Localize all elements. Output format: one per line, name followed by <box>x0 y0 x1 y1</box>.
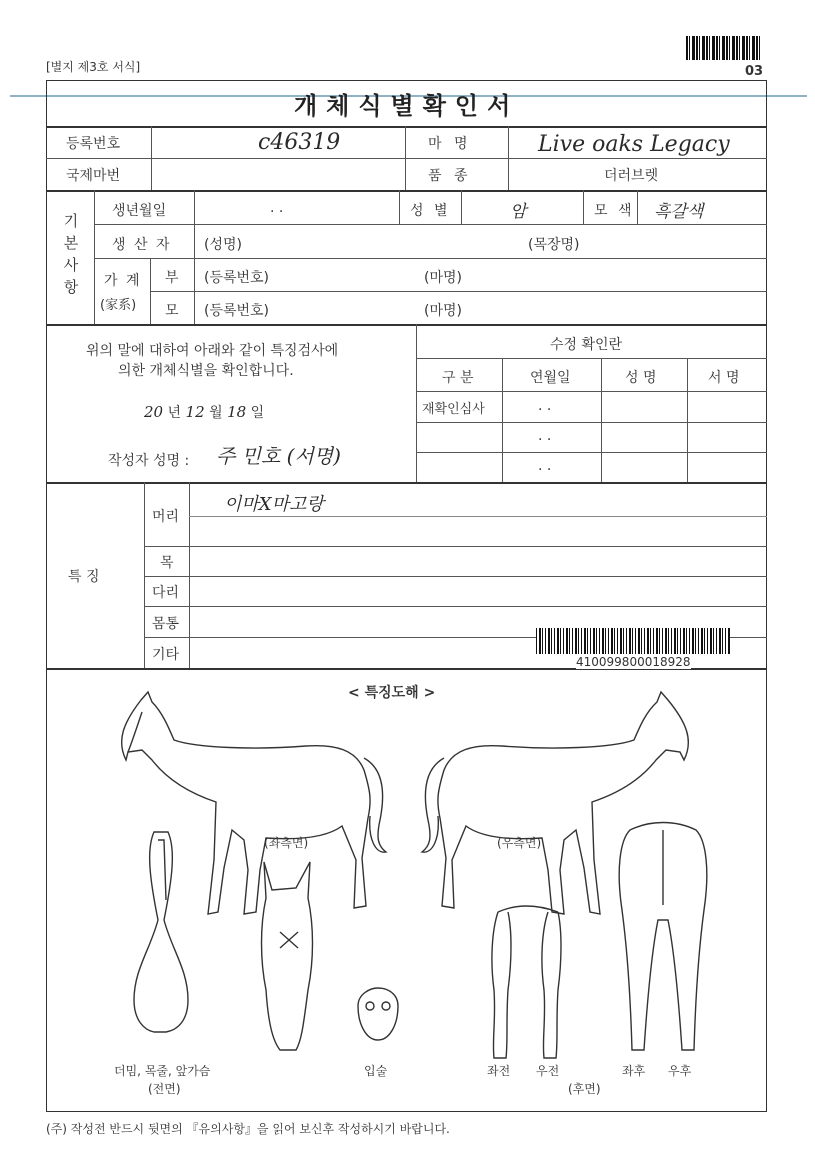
breed-value: 더러브렛 <box>604 168 659 184</box>
form-number: [별지 제3호 서식] <box>46 60 141 74</box>
left-side-label: (좌측면) <box>264 836 309 850</box>
feature-head-value: 이마X마고랑 <box>224 494 324 515</box>
horse-front-neck-figure <box>134 832 188 1032</box>
lineage-hanja: (家系) <box>100 298 137 313</box>
color-label: 모 색 <box>594 203 635 219</box>
sex-label: 성 별 <box>410 203 451 219</box>
date-month-label: 월 <box>209 405 223 421</box>
revision-row-3-date: . . <box>538 458 552 474</box>
muzzle-label: 입술 <box>364 1064 388 1078</box>
dam-reg-no-label: (등록번호) <box>204 303 270 319</box>
date-month: 12 <box>185 403 205 421</box>
horse-muzzle-figure <box>358 988 398 1040</box>
producer-label: 생 산 자 <box>112 237 172 253</box>
dam-name-label: (마명) <box>424 303 462 319</box>
diagram-title: < 특징도해 > <box>348 685 436 701</box>
birth-value: . . <box>270 200 284 216</box>
front-caption: 더밈, 목줄, 앞가슴 <box>114 1064 211 1078</box>
intl-no-label: 국제마번 <box>66 168 121 184</box>
horse-front-legs-figure <box>492 906 561 1058</box>
right-side-label: (우측면) <box>497 836 542 850</box>
revision-header-name: 성 명 <box>625 370 657 386</box>
feature-other-label: 기타 <box>152 647 180 663</box>
revision-header-type: 구 분 <box>442 370 474 386</box>
producer-name-label: (성명) <box>204 237 242 253</box>
horse-left-side-figure <box>122 692 386 914</box>
date-year-label: 년 <box>167 405 182 421</box>
reg-no-label: 등록번호 <box>66 136 121 152</box>
date-day: 18 <box>227 403 247 421</box>
rear-label: (후면) <box>568 1082 601 1096</box>
horse-rear-figure <box>619 823 707 1051</box>
revision-row-2-date: . . <box>538 428 552 444</box>
barcode-number: 410099800018928 <box>576 655 691 669</box>
revision-row-1-date: . . <box>538 398 552 414</box>
date-year: 20 <box>144 403 164 421</box>
birth-label: 생년월일 <box>112 203 167 219</box>
confirm-date <box>144 402 264 422</box>
horse-head-front-figure <box>262 862 313 1050</box>
breed-label: 품 종 <box>428 168 472 184</box>
horse-right-side-figure <box>422 692 688 914</box>
revision-header-date: 연월일 <box>530 370 571 386</box>
dam-label: 모 <box>165 303 179 319</box>
lineage-label: 가 계 <box>104 273 142 289</box>
top-barcode <box>686 36 762 60</box>
writer-label: 작성자 성명 : <box>108 453 190 469</box>
front-label: (전면) <box>148 1082 181 1096</box>
basic-section-label: 기 본 사 항 <box>63 212 79 296</box>
revision-row-1-type: 재확인심사 <box>422 402 485 417</box>
horse-name-label: 마 명 <box>428 136 472 152</box>
feature-neck-label: 목 <box>160 555 174 571</box>
feature-barcode <box>536 628 730 654</box>
page-code: 03 <box>745 64 764 79</box>
sire-label: 부 <box>165 270 179 286</box>
writer-signature: 주 민호 (서명) <box>216 444 341 468</box>
left-front-leg-label: 좌전 <box>487 1064 511 1078</box>
reg-no-value: c46319 <box>258 130 341 155</box>
sex-value: 암 <box>510 202 527 222</box>
color-value: 흑갈색 <box>654 202 704 222</box>
footer-note: (주) 작성전 반드시 뒷면의 『유의사항』을 읽어 보신후 작성하시기 바랍니다. <box>46 1122 450 1136</box>
right-front-leg-label: 우전 <box>536 1064 560 1078</box>
feature-legs-label: 다리 <box>152 585 180 601</box>
features-section-label: 특 징 <box>68 569 100 585</box>
sire-reg-no-label: (등록번호) <box>204 270 270 286</box>
feature-body-label: 몸통 <box>152 616 180 632</box>
sire-name-label: (마명) <box>424 270 462 286</box>
feature-head-label: 머리 <box>152 509 180 525</box>
horse-name-value: Live oaks Legacy <box>538 132 730 157</box>
revision-header-sign: 서 명 <box>708 370 740 386</box>
revision-title: 수정 확인란 <box>550 337 623 353</box>
date-day-label: 일 <box>250 405 265 421</box>
page-title: 개체식별확인서 <box>294 92 520 120</box>
producer-farm-label: (목장명) <box>528 237 580 253</box>
confirm-text-line2: 의한 개체식별을 확인합니다. <box>118 363 294 379</box>
left-hind-leg-label: 좌후 <box>622 1064 646 1078</box>
horse-diagram <box>46 690 767 1110</box>
right-hind-leg-label: 우후 <box>668 1064 692 1078</box>
confirm-text-line1: 위의 말에 대하여 아래와 같이 특징검사에 <box>86 343 339 359</box>
